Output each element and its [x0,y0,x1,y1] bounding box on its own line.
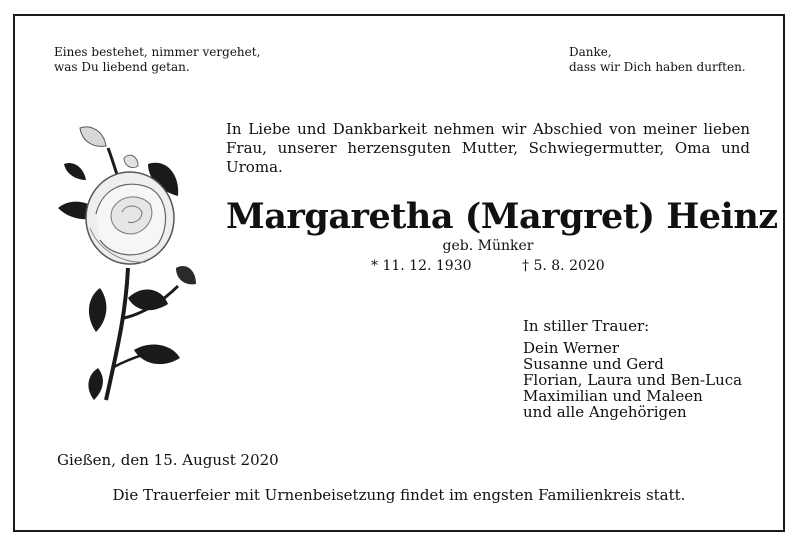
verse-right-line-2: dass wir Dich haben durften. [569,60,746,74]
verse-right-line-1: Danke, [569,45,612,59]
intro-text [226,120,750,177]
verse-left-line-1: Eines bestehet, nimmer vergehet, [54,45,261,59]
place-date: Gießen, den 15. August 2020 [57,451,279,469]
death-date: † 5. 8. 2020 [522,258,605,274]
rose-illustration [50,118,210,408]
mourners-list [523,340,742,420]
intro-line-1: In Liebe und Dankbarkeit nehmen wir Abschied von meiner lieben [226,120,750,138]
mourners-heading: In stiller Trauer: [523,317,650,335]
mourner-name: Susanne und Gerd [523,355,664,373]
intro-line-2: Frau, unserer herzensguten Mutter, Schwiegermutter, Oma und Uroma. [226,139,750,176]
deceased-name: Margaretha (Margret) Heinz [226,196,778,237]
funeral-note: Die Trauerfeier mit Urnenbeisetzung findet im engsten Familienkreis statt. [112,486,686,504]
mourner-name: und alle Angehörigen [523,403,687,421]
mourner-name: Dein Werner [523,339,620,357]
maiden-name: geb. Münker [442,238,534,254]
verse-left-line-2: was Du liebend getan. [54,60,190,74]
birth-date: * 11. 12. 1930 [371,258,472,274]
verse-left [54,46,260,76]
mourner-name: Florian, Laura und Ben-Luca [523,371,743,389]
mourner-name: Maximilian und Maleen [523,387,703,405]
verse-right [569,46,746,76]
